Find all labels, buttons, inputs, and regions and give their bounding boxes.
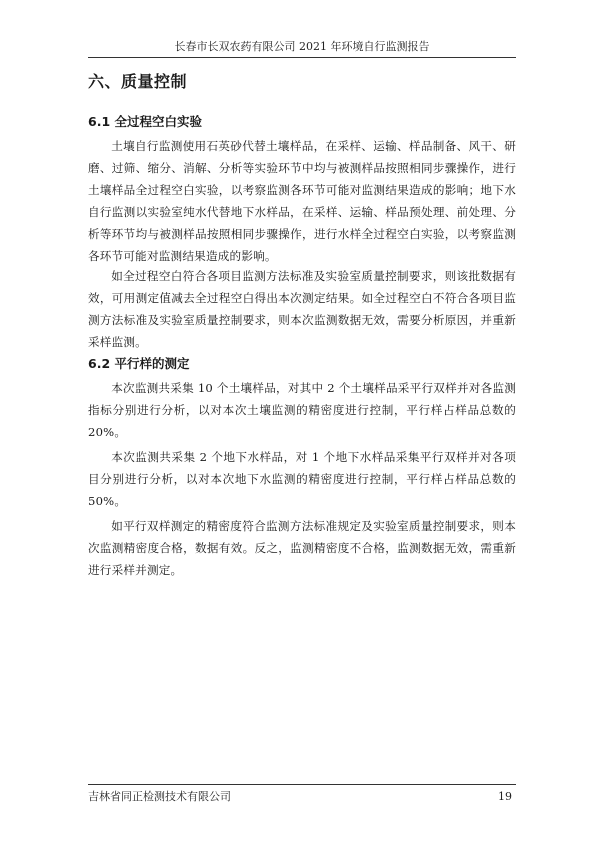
page-header: 长春市长双农药有限公司 2021 年环境自行监测报告: [174, 40, 430, 53]
paragraph-blank-test-validity: 如全过程空白符合各项目监测方法标准及实验室质量控制要求，则该批数据有效，可用测定值减去全过程空白得出本次测定结果。如全过程空白不符合各项目监测方法标准及实验室质量控制要求，则本次监测数据无效，需要分析原因，并重新采样监测。: [88, 269, 516, 349]
page-number: 19: [498, 790, 512, 803]
header-divider: [88, 57, 516, 58]
footer-divider: [88, 784, 516, 785]
subsection-title-blank-test: 6.1 全过程空白实验: [88, 114, 202, 129]
paragraph-soil-parallel: 本次监测共采集 10 个土壤样品，对其中 2 个土壤样品采平行双样并对各监测指标分别进行分析，以对本次土壤监测的精密度进行控制，平行样占样品总数的 20%。: [88, 381, 516, 439]
paragraph-blank-test-procedure: 土壤自行监测使用石英砂代替土壤样品，在采样、运输、样品制备、风干、研磨、过筛、缩分、消解、分析等实验环节中均与被测样品按照相同步骤操作，进行土壤样品全过程空白实验，以考察监测各环节可能对监测结果造成的影响；地下水自行监测以实验室纯水代替地下水样品，在采样、运输、样品预处理、前处理、分析等环节均与被测样品按照相同步骤操作，进行水样全过程空白实验，以考察监测各环节可能对监测结果造成的影响。: [88, 139, 516, 263]
paragraph-precision-criteria: 如平行双样测定的精密度符合监测方法标准规定及实验室质量控制要求，则本次监测精密度合格，数据有效。反之，监测精密度不合格，监测数据无效，需重新进行采样并测定。: [88, 519, 516, 577]
subsection-title-parallel-samples: 6.2 平行样的测定: [88, 356, 190, 371]
section-title: 六、质量控制: [88, 72, 188, 91]
footer-company: 吉林省同正检测技术有限公司: [88, 790, 231, 803]
paragraph-groundwater-parallel: 本次监测共采集 2 个地下水样品，对 1 个地下水样品采集平行双样并对各项目分别进行分析，以对本次地下水监测的精密度进行控制，平行样占样品总数的 50%。: [88, 450, 516, 508]
